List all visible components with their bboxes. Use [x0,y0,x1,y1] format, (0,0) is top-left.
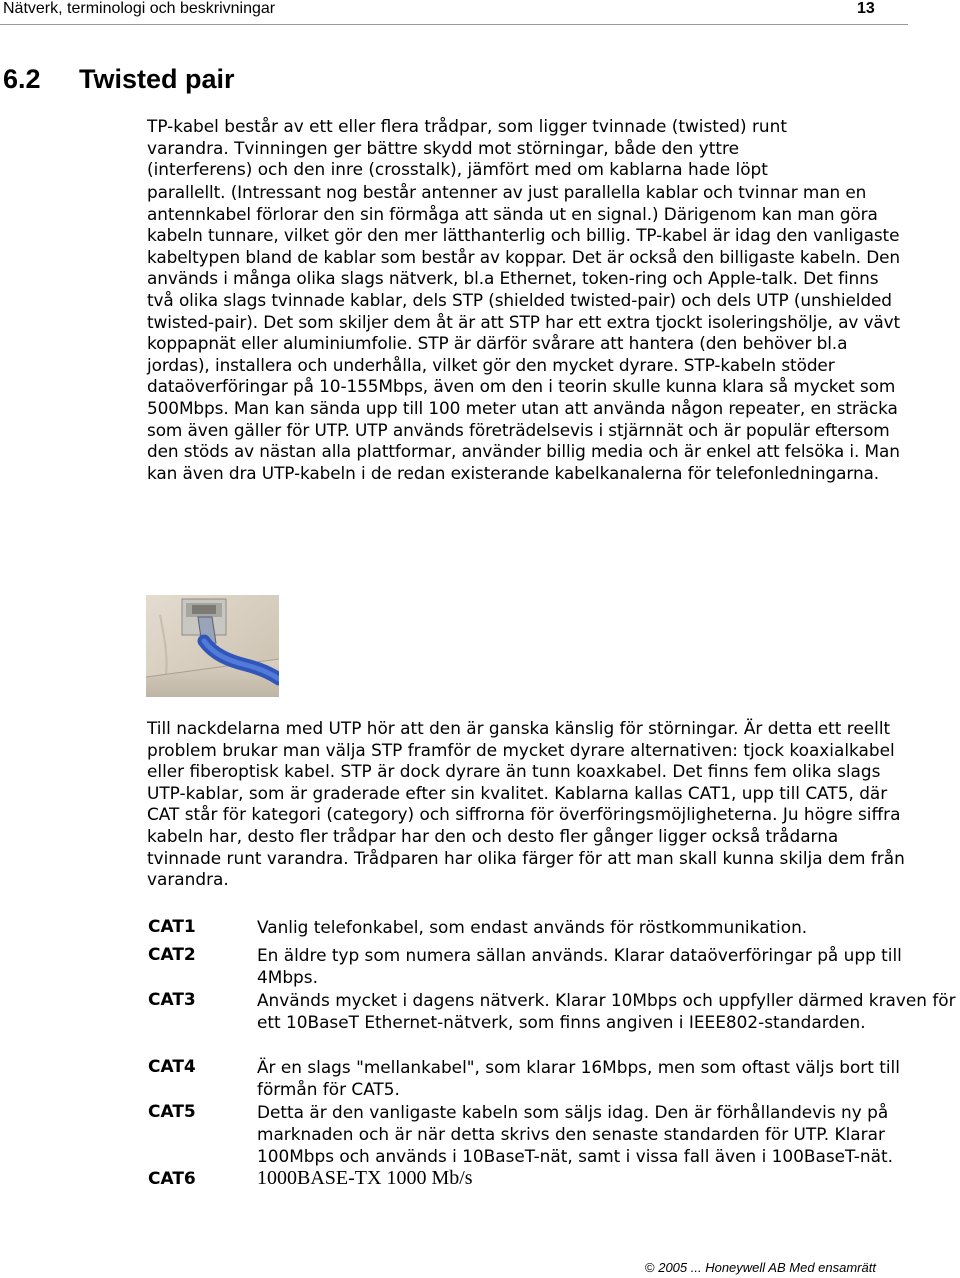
category-name: CAT6 [148,1169,196,1189]
cable-photo [146,595,279,697]
intro-line: (interferens) och den inre (crosstalk), jämfört med om kablarna hade löpt [147,159,768,180]
category-description: 1000BASE-TX 1000 Mb/s [257,1167,473,1189]
category-name: CAT1 [148,917,196,937]
category-description: Används mycket i dagens nätverk. Klarar 10Mbps och uppfyller därmed kraven för ett 10BaseT Ethernet-nätverk, som finns angiven i IEEE802-standarden. [257,990,956,1032]
intro-lines [147,116,892,181]
category-name: CAT4 [148,1057,196,1077]
category-description: Är en slags "mellankabel", som klarar 16Mbps, men som oftast väljs bort till förmån för CAT5. [257,1057,900,1099]
after-photo-paragraph: Till nackdelarna med UTP hör att den är ganska känslig för störningar. Är detta ett reellt problem brukar man välja STP framför de mycket dyrare alternativen: tjock koaxialkabel eller fiberoptisk kabel. STP är dock dyrare än tunn koaxkabel. Det finns fem olika slags UTP-kablar, som är graderade efter sin kvalitet. Kablarna kallas CAT1, upp till CAT5, där CAT står för kategori (category) och siffrorna för överföringsmöjligheterna. Ju högre siffra kabeln har, desto fler trådpar har den och desto fler gånger ligger också trådarna tvinnade runt varandra. Trådparen har olika färger för att man skall kunna skilja dem från varandra. [147,718,905,890]
category-name: CAT2 [148,945,196,965]
intro-line: TP-kabel består av ett eller flera trådpar, som ligger tvinnade (twisted) runt [147,116,787,136]
category-name: CAT3 [148,990,196,1010]
body-paragraph: parallellt. (Intressant nog består antenner av just parallella kablar och tvinnar man en antennkabel förlorar den sin förmåga att sända ut en signal.) Därigenom kan man göra kabeln tunnare, vilket gör den mer lätthanterlig och billig. TP-kabel är idag den vanligaste kabeltypen bland de kablar som består av koppar. Det är också den billigaste kabeln. Den används i många olika slags nätverk, bl.a Ethernet, token-ring och Apple-talk. Det finns två olika slags tvinnade kablar, dels STP (shielded twisted-pair) och dels UTP (unshielded twisted-pair). Det som skiljer dem åt är att STP har ett extra tjockt isoleringshölje, av vävt koppарnät eller aluminiumfolie. STP är därför svårare att hantera (den behöver bl.a jordas), installera och underhålla, vilket gör den mycket dyrare. STP-kabeln stöder dataöverföringar på 10-155Mbps, även om den i teorin skulle kunna klara så mycket som 500Mbps. Man kan sända upp till 100 meter utan att använda någon repeater, en sträcka som även gäller för UTP. UTP används företrädelsevis i stjärnnät och är populär eftersom den stöds av nästan alla plattformar, använder billig media och är enkel att felsöka i. Man kan även dra UTP-kabeln i de redan existerande kabelkanalerna för telefonledningarna. [147,182,901,483]
page-number: 13 [857,0,875,17]
category-description: Detta är den vanligaste kabeln som säljs idag. Den är förhållandevis ny på marknaden och är när detta skrivs den senaste standarden för UTP. Klarar 100Mbps och används i 10BaseT-nät, samt i vissa fall även i 100BaseT-nät. [257,1102,893,1166]
section-heading [3,64,235,95]
header-title: Nätverk, terminologi och beskrivningar [3,0,276,17]
intro-line: varandra. Tvinningen ger bättre skydd mot störningar, både den yttre [147,137,739,158]
category-description: Vanlig telefonkabel, som endast används för röstkommunikation. [257,917,808,937]
page-header [0,0,908,25]
page-footer [645,1260,876,1275]
section-title: Twisted pair [79,64,235,94]
category-name: CAT5 [148,1102,196,1122]
section-number: 6.2 [3,64,41,94]
category-description: En äldre typ som numera sällan används. Klarar dataöverföringar på upp till 4Mbps. [257,945,902,987]
cable-photo-image [146,595,279,697]
footer-text: 2005 ... Honeywell AB Med ensamrätt [658,1260,876,1275]
copyright-icon: © [645,1260,655,1275]
